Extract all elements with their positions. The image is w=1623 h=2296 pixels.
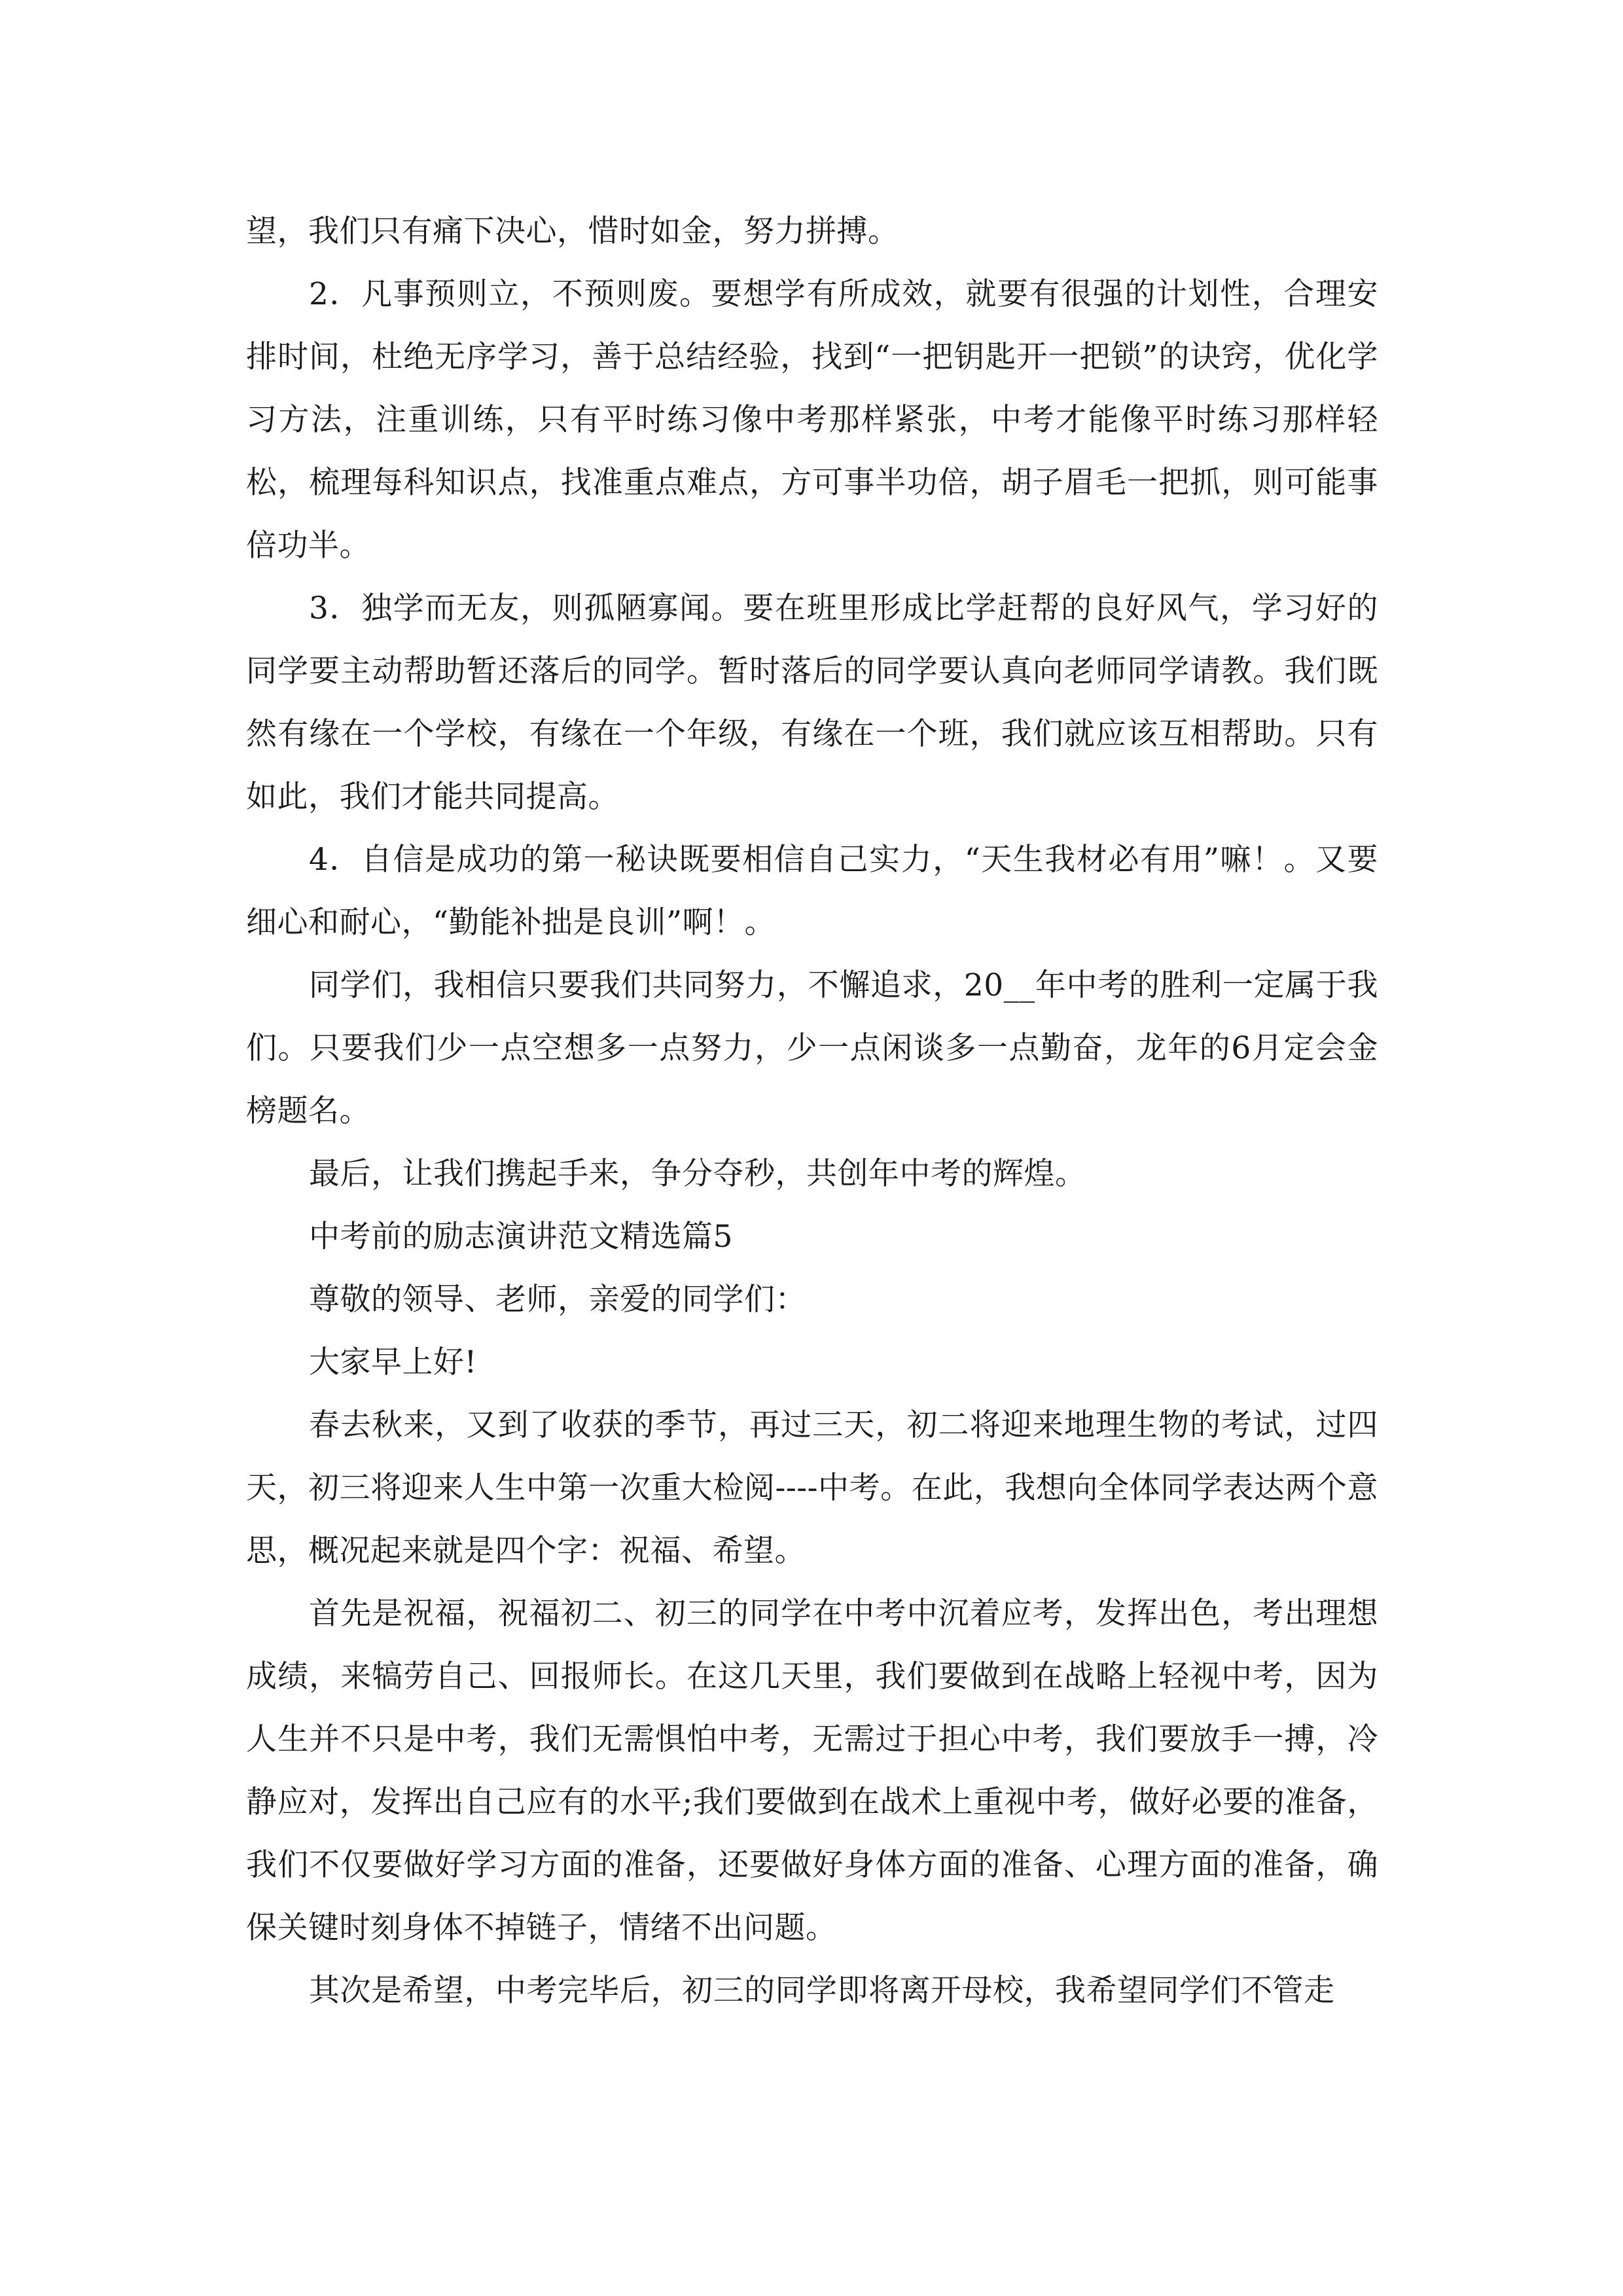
- paragraph-continuation: 望，我们只有痛下决心，惜时如金，努力拼搏。: [246, 213, 899, 249]
- document-page: [246, 200, 1378, 2022]
- paragraph-point-3: 3．独学而无友，则孤陋寡闻。要在班里形成比学赶帮的良好风气，学习好的同学要主动帮助暂还落后的同学。暂时落后的同学要认真向老师同学请教。我们既然有缘在一个学校，有缘在一个年级，有缘在一个班，我们就应该互相帮助。只有如此，我们才能共同提高。: [246, 590, 1378, 815]
- salutation: 尊敬的领导、老师，亲爱的同学们：: [309, 1282, 806, 1318]
- paragraph-point-4: 4．自信是成功的第一秘诀既要相信自己实力，“天生我材必有用”嘛！。又要细心和耐心，“勤能补拙是良训”啊！。: [246, 842, 1378, 941]
- paragraph-point-2: 2．凡事预则立，不预则废。要想学有所成效，就要有很强的计划性，合理安排时间，杜绝无序学习，善于总结经验，找到“一把钥匙开一把锁”的诀窍，优化学习方法，注重训练，只有平时练习像中考那样紧张，中考才能像平时练习那样轻松，梳理每科知识点，找准重点难点，方可事半功倍，胡子眉毛一把抓，则可能事倍功半。: [246, 276, 1378, 564]
- greeting: 大家早上好!: [309, 1344, 477, 1380]
- paragraph-blessing: 首先是祝福，祝福初二、初三的同学在中考中沉着应考，发挥出色，考出理想成绩，来犒劳自己、回报师长。在这几天里，我们要做到在战略上轻视中考，因为人生并不只是中考，我们无需惧怕中考，无需过于担心中考，我们要放手一搏，冷静应对，发挥出自己应有的水平;我们要做到在战术上重视中考，做好必要的准备，我们不仅要做好学习方面的准备，还要做好身体方面的准备、心理方面的准备，确保关键时刻身体不掉链子，情绪不出问题。: [246, 1596, 1378, 1946]
- paragraph-classmates: 同学们，我相信只要我们共同努力，不懈追求，20__年中考的胜利一定属于我们。只要我们少一点空想多一点努力，少一点闲谈多一点勤奋，龙年的6月定会金榜题名。: [246, 967, 1378, 1129]
- section-heading: 中考前的励志演讲范文精选篇5: [309, 1219, 733, 1255]
- paragraph-closing: 最后，让我们携起手来，争分夺秒，共创年中考的辉煌。: [309, 1156, 1086, 1192]
- paragraph-hope: 其次是希望，中考完毕后，初三的同学即将离开母校，我希望同学们不管走: [309, 1973, 1335, 2009]
- paragraph-intro: 春去秋来，又到了收获的季节，再过三天，初二将迎来地理生物的考试，过四天，初三将迎来人生中第一次重大检阅----中考。在此，我想向全体同学表达两个意思，概况起来就是四个字：祝福、希望。: [246, 1407, 1378, 1569]
